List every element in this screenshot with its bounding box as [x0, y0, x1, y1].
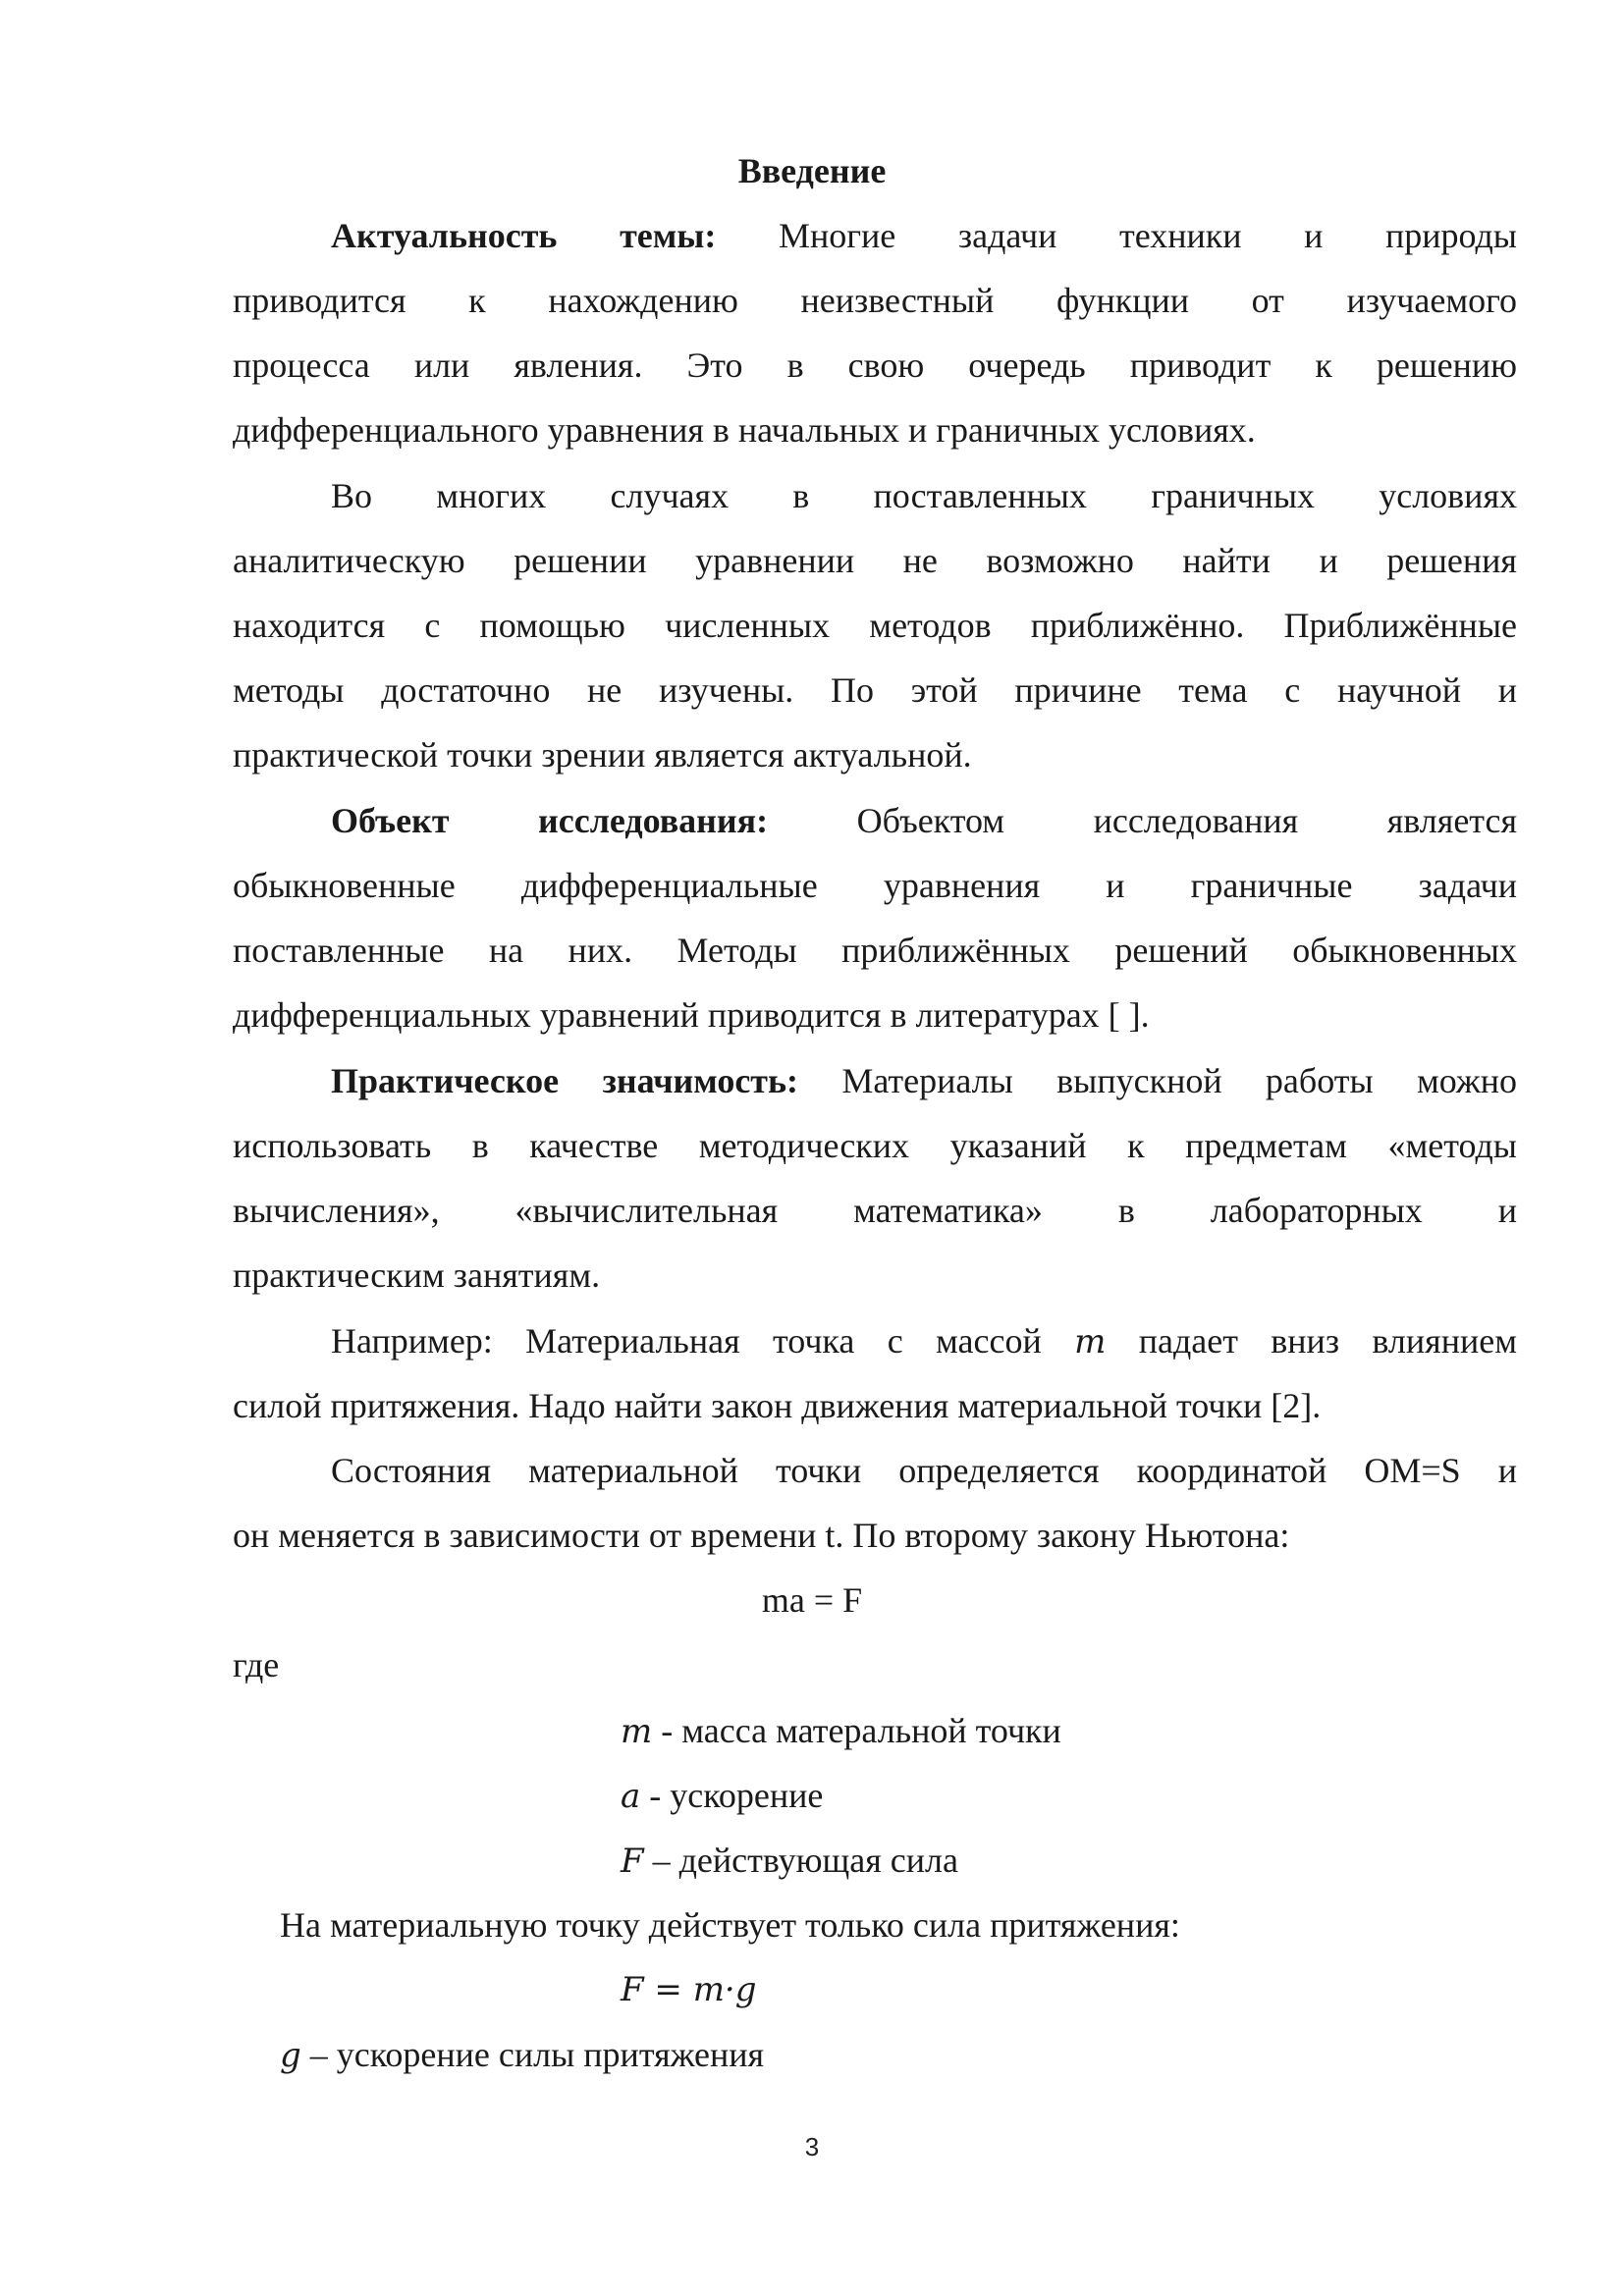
page-number: 3 [804, 2132, 820, 2162]
relevance-text-1: Многие задачи техники и природы [779, 216, 1517, 255]
object-line-4: дифференциальных уравнений приводится в литературах [ ]. [233, 995, 1150, 1035]
practical-line-4: практическим занятиям. [233, 1255, 601, 1295]
practical-label: Практическое значимость: [331, 1061, 799, 1100]
object-text-1: Объектом исследования является [856, 801, 1517, 840]
relevance2-line-5: практической точки зрении является актуальной. [233, 735, 972, 774]
def-F [621, 1835, 1504, 1886]
def-m-text: - масса матеральной точки [661, 1711, 1061, 1750]
def-m-symbol: m [621, 1712, 653, 1751]
relevance2-line-3: находится с помощью численных методов приближённо. Приближённые [233, 606, 1517, 645]
example-mass-symbol: m [1074, 1322, 1107, 1362]
object-line-2: обыкновенные дифференциальные уравнения и граничные задачи [233, 866, 1517, 905]
def-F-text: – действующая сила [652, 1841, 958, 1880]
where-word: где [233, 1645, 280, 1684]
relevance-label: Актуальность темы: [331, 216, 717, 255]
def-a-symbol: a [621, 1777, 641, 1816]
def-a [621, 1770, 1504, 1821]
g-definition [280, 2029, 1517, 2080]
practical-line-3: вычисления», «вычислительная математика» в лабораторных и [233, 1191, 1517, 1230]
page-heading: Введение [737, 151, 887, 190]
g-symbol: g [280, 2036, 301, 2075]
relevance-line-3: процесса или явления. Это в свою очередь приводит к решению [233, 346, 1517, 385]
def-a-text: - ускорение [649, 1776, 824, 1815]
example-line-2: силой притяжения. Надо найти закон движения материальной точки [2]. [233, 1386, 1322, 1425]
practical-line-2: использовать в качестве методических указаний к предметам «методы [233, 1126, 1517, 1165]
state-line-2: он меняется в зависимости от времени t. По второму закону Ньютона: [233, 1516, 1290, 1555]
relevance2-line-2: аналитическую решении уравнении не возможно найти и решения [233, 541, 1517, 580]
relevance-line-4: дифференциального уравнения в начальных и граничных условиях. [233, 410, 1256, 450]
g-text: – ускорение силы притяжения [309, 2035, 765, 2074]
def-m [621, 1705, 1504, 1756]
example-text-a: Например: Материальная точка с массой [331, 1321, 1042, 1361]
formula-gravity: F = m·g [621, 1970, 757, 2009]
practical-text-1: Материалы выпускной работы можно [841, 1061, 1518, 1100]
object-label: Объект исследования: [331, 801, 769, 840]
example-line-1 [331, 1315, 1517, 1366]
relevance2-line-4: методы достаточно не изучены. По этой причине тема с научной и [233, 670, 1517, 710]
object-line-1 [331, 795, 1517, 846]
object-line-3: поставленные на них. Методы приближённых решений обыкновенных [233, 931, 1517, 970]
practical-line-1 [331, 1055, 1517, 1106]
state-line-1: Состояния материальной точки определяется координатой OM=S и [331, 1451, 1517, 1490]
formula-newton: ma = F [761, 1580, 863, 1620]
gravity-line: На материальную точку действует только сила притяжения: [280, 1905, 1180, 1945]
def-F-symbol: F [621, 1842, 644, 1881]
example-text-b: падает вниз влиянием [1138, 1321, 1517, 1361]
relevance2-line-1: Во многих случаях в поставленных граничных условиях [331, 476, 1517, 515]
relevance-line-2: приводится к нахождению неизвестный функции от изучаемого [233, 281, 1517, 320]
relevance-line-1 [331, 210, 1517, 261]
